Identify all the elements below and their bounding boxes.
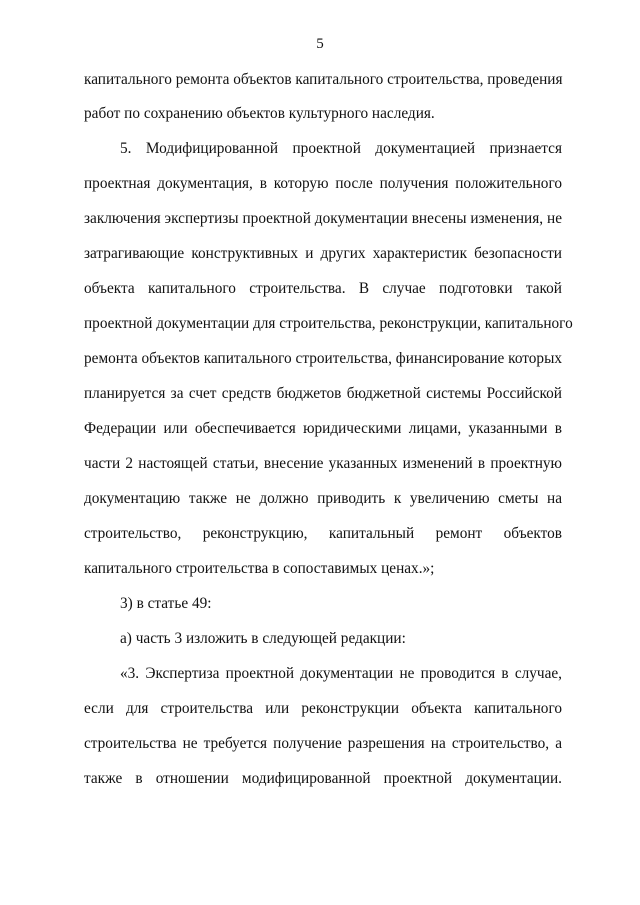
text-line: 5. Модифицированной проектной документацией признается — [120, 140, 562, 157]
text-line: капитального строительства в сопоставимых ценах.»; — [84, 560, 435, 577]
text-line: строительство, реконструкцию, капитальный ремонт объектов — [84, 525, 562, 542]
text-line: проектная документация, в которую после получения положительного — [84, 175, 562, 192]
text-line: планируется за счет средств бюджетов бюджетной системы Российской — [84, 385, 562, 402]
text-line: документацию также не должно приводить к увеличению сметы на — [84, 490, 562, 507]
text-line: Федерации или обеспечивается юридическими лицами, указанными в — [84, 420, 562, 437]
text-line: капитального ремонта объектов капитального строительства, проведения — [84, 71, 563, 88]
text-line: затрагивающие конструктивных и других характеристик безопасности — [84, 245, 562, 262]
text-line: а) часть 3 изложить в следующей редакции: — [120, 630, 406, 647]
text-line: 3) в статье 49: — [120, 595, 212, 612]
text-line: строительства не требуется получение разрешения на строительство, а — [84, 735, 562, 752]
text-line: работ по сохранению объектов культурного наследия. — [84, 105, 435, 122]
text-line: если для строительства или реконструкции объекта капитального — [84, 700, 562, 717]
text-line: объекта капитального строительства. В случае подготовки такой — [84, 280, 562, 297]
text-line: «3. Экспертиза проектной документации не проводится в случае, — [120, 665, 562, 682]
page-number: 5 — [316, 36, 324, 52]
text-line: заключения экспертизы проектной документации внесены изменения, не — [84, 210, 562, 227]
text-line: также в отношении модифицированной проектной документации. — [84, 770, 562, 787]
text-line: ремонта объектов капитального строительства, финансирование которых — [84, 350, 562, 367]
text-line: части 2 настоящей статьи, внесение указанных изменений в проектную — [84, 455, 562, 472]
text-line: проектной документации для строительства, реконструкции, капитального — [84, 315, 573, 332]
